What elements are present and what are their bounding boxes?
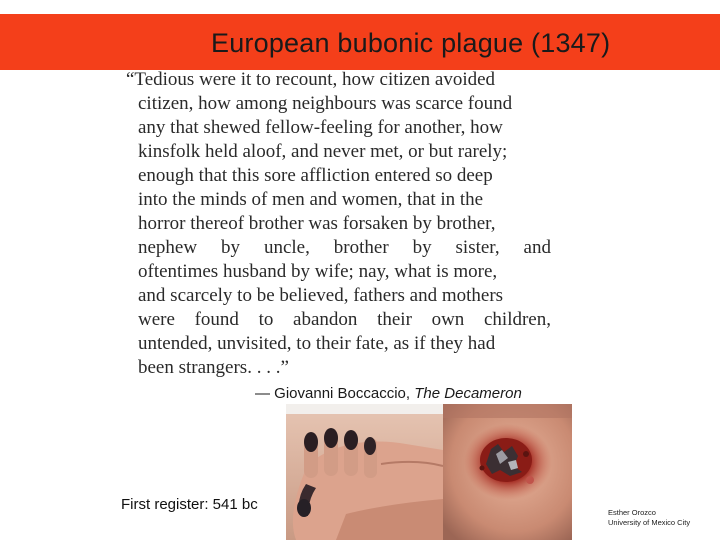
credit-institution: University of Mexico City [608, 518, 691, 527]
quote-line: untended, unvisited, to their fate, as if they had [138, 333, 496, 354]
quote-line: into the minds of men and women, that in the [138, 189, 484, 210]
quote-line: citizen, how among neighbours was scarce found [138, 93, 513, 114]
quote-attribution [255, 385, 522, 402]
quote-line: “Tedious were it to recount, how citizen avoided [126, 69, 496, 90]
quote-line: oftentimes husband by wife; nay, what is more, [138, 261, 498, 282]
photo-caption: First register: 541 bc [121, 496, 258, 513]
skin-lesion-image [443, 404, 572, 540]
attribution-author: — Giovanni Boccaccio, [255, 385, 415, 402]
plague-symptoms-photo [286, 404, 572, 540]
quote-line: nephew by uncle, brother by sister, and [138, 237, 551, 258]
quote-line: horror thereof brother was forsaken by brother, [138, 213, 496, 234]
attribution-work: The Decameron [414, 385, 522, 402]
quote-line: and scarcely to be believed, fathers and mothers [138, 285, 504, 306]
author-credit [608, 508, 690, 528]
quote-line: any that shewed fellow-feeling for another, how [138, 117, 503, 138]
slide-title: European bubonic plague (1347) [211, 28, 611, 58]
credit-name: Esther Orozco [608, 508, 656, 517]
quote-line: kinsfolk held aloof, and never met, or but rarely; [138, 141, 508, 162]
quote-line: were found to abandon their own children, [138, 309, 551, 330]
necrotic-fingers-image [286, 404, 443, 540]
quote-line: been strangers. . . .” [138, 357, 289, 378]
quote-line: enough that this sore affliction entered so deep [138, 165, 493, 186]
